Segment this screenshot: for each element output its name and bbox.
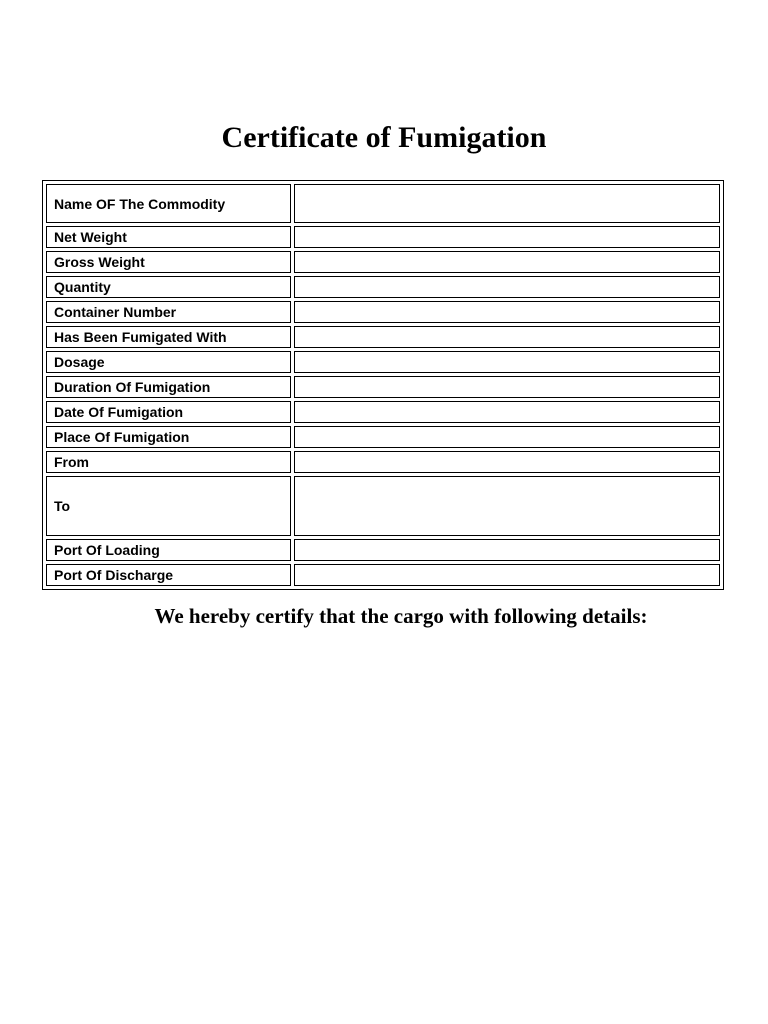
form-row-date bbox=[46, 401, 720, 423]
field-label-gross-weight: Gross Weight bbox=[46, 251, 291, 273]
form-row-from bbox=[46, 451, 720, 473]
field-value-place[interactable] bbox=[294, 426, 720, 448]
form-row-place bbox=[46, 426, 720, 448]
form-row-port-of-loading bbox=[46, 539, 720, 561]
field-label-date: Date Of Fumigation bbox=[46, 401, 291, 423]
field-value-net-weight[interactable] bbox=[294, 226, 720, 248]
field-value-to[interactable] bbox=[294, 476, 720, 536]
certification-statement: We hereby certify that the cargo with following details: bbox=[154, 604, 648, 628]
field-label-place: Place Of Fumigation bbox=[46, 426, 291, 448]
form-row-fumigated-with bbox=[46, 326, 720, 348]
field-label-commodity: Name OF The Commodity bbox=[46, 184, 291, 223]
form-row-dosage bbox=[46, 351, 720, 373]
field-value-duration[interactable] bbox=[294, 376, 720, 398]
field-value-port-of-discharge[interactable] bbox=[294, 564, 720, 586]
form-row-net-weight bbox=[46, 226, 720, 248]
field-label-to: To bbox=[46, 476, 291, 536]
field-label-quantity: Quantity bbox=[46, 276, 291, 298]
field-label-from: From bbox=[46, 451, 291, 473]
form-row-gross-weight bbox=[46, 251, 720, 273]
fumigation-form bbox=[42, 180, 724, 590]
field-value-from[interactable] bbox=[294, 451, 720, 473]
field-label-dosage: Dosage bbox=[46, 351, 291, 373]
fumigation-details-table bbox=[42, 180, 724, 590]
field-value-date[interactable] bbox=[294, 401, 720, 423]
field-label-port-of-discharge: Port Of Discharge bbox=[46, 564, 291, 586]
field-label-net-weight: Net Weight bbox=[46, 226, 291, 248]
form-row-duration bbox=[46, 376, 720, 398]
field-label-port-of-loading: Port Of Loading bbox=[46, 539, 291, 561]
field-value-container-number[interactable] bbox=[294, 301, 720, 323]
field-value-quantity[interactable] bbox=[294, 276, 720, 298]
form-row-to bbox=[46, 476, 720, 536]
form-row-quantity bbox=[46, 276, 720, 298]
field-value-port-of-loading[interactable] bbox=[294, 539, 720, 561]
field-label-container-number: Container Number bbox=[46, 301, 291, 323]
document-title: Certificate of Fumigation bbox=[221, 121, 547, 154]
field-label-fumigated-with: Has Been Fumigated With bbox=[46, 326, 291, 348]
form-row-commodity bbox=[46, 184, 720, 223]
field-value-fumigated-with[interactable] bbox=[294, 326, 720, 348]
field-value-commodity[interactable] bbox=[294, 184, 720, 223]
form-row-container-number bbox=[46, 301, 720, 323]
field-value-gross-weight[interactable] bbox=[294, 251, 720, 273]
field-label-duration: Duration Of Fumigation bbox=[46, 376, 291, 398]
form-row-port-of-discharge bbox=[46, 564, 720, 586]
field-value-dosage[interactable] bbox=[294, 351, 720, 373]
